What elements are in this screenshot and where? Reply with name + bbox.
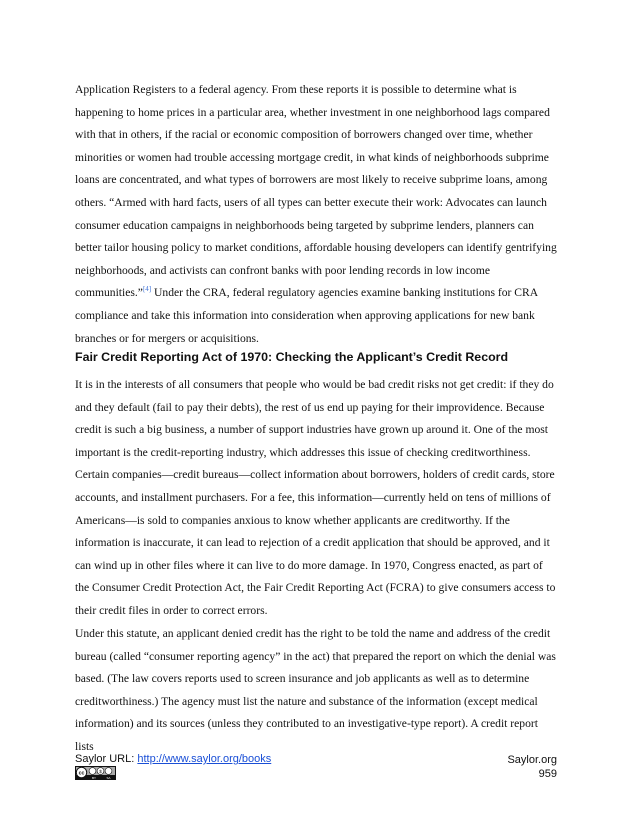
cc-logo-text: cc	[78, 770, 85, 777]
paragraph-2	[75, 374, 559, 623]
paragraph-3-text: Under this statute, an applicant denied credit has the right to be told the name and address of the credit bureau (called “consumer reporting agency” in the act) that prepared the report on which the denial was based. (The law covers reports used to screen insurance and job applicants as well as to determine creditworthiness.) The agency must list the nature and substance of the information (except medical information) and its sources (unless they contributed to an investigative-type report). A credit report lists	[75, 627, 556, 753]
paragraph-1	[75, 79, 559, 350]
cc-license-badge[interactable]	[75, 766, 116, 780]
page-number: 959	[538, 768, 557, 780]
attribution-icon	[89, 768, 96, 775]
paragraph-1-text-a: Application Registers to a federal agency. From these reports it is possible to determine what is happening to home prices in a particular area, whether investment in one neighborhood lags compared with that in others, if the racial or economic composition of borrowers changed over time, whether minorities or women had trouble accessing mortgage credit, in what kinds of neighborhoods subprime loans are concentrated, and what types of borrowers are most likely to receive subprime loans, among others. “Armed with hard facts, users of all types can better execute their work: Advocates can launch consumer education campaigns in neighborhoods being targeted by subprime lenders, planners can better tailor housing policy to market conditions, affordable housing developers can identify gentrifying neighborhoods, and activists can confront banks with poor lending records in low income communities.”	[75, 83, 557, 300]
paragraph-1-text-b: Under the CRA, federal regulatory agencies examine banking institutions for CRA compliance and take this information into consideration when approving applications for new bank branches or for mergers or acquisitions.	[75, 286, 538, 345]
saylor-books-link[interactable]: http://www.saylor.org/books	[137, 753, 272, 765]
footer-right	[507, 753, 557, 781]
paragraph-3	[75, 623, 559, 759]
sa-label: SA	[106, 775, 111, 780]
footer-url	[75, 753, 271, 765]
noncommercial-glyph: $	[99, 768, 102, 774]
sharealike-icon	[105, 768, 112, 775]
section-heading: Fair Credit Reporting Act of 1970: Checking the Applicant’s Credit Record	[75, 350, 509, 364]
footer-site: Saylor.org	[507, 754, 557, 766]
footnote-link[interactable]: [4]	[142, 285, 152, 294]
paragraph-2-text: It is in the interests of all consumers that people who would be bad credit risks not get credit: if they do and they default (fail to pay their debts), the rest of us end up paying for their improvidence. Because credit is such a big business, a number of support industries have grown up around it. One of the most important is the credit-reporting industry, which addresses this issue of checking creditworthiness. Certain companies—credit bureaus—collect information about borrowers, holders of credit cards, store accounts, and installment purchasers. For a fee, this information—currently held on tens of millions of Americans—is sold to companies anxious to know whether applicants are creditworthy. If the information is inaccurate, it can lead to rejection of a credit application that should be approved, and it can wind up in other files where it can live to do more damage. In 1970, Congress enacted, as part of the Consumer Credit Protection Act, the Fair Credit Reporting Act (FCRA) to give consumers access to their credit files in order to correct errors.	[75, 378, 556, 617]
by-label: BY	[91, 775, 97, 780]
footer-url-label: Saylor URL:	[75, 753, 138, 765]
